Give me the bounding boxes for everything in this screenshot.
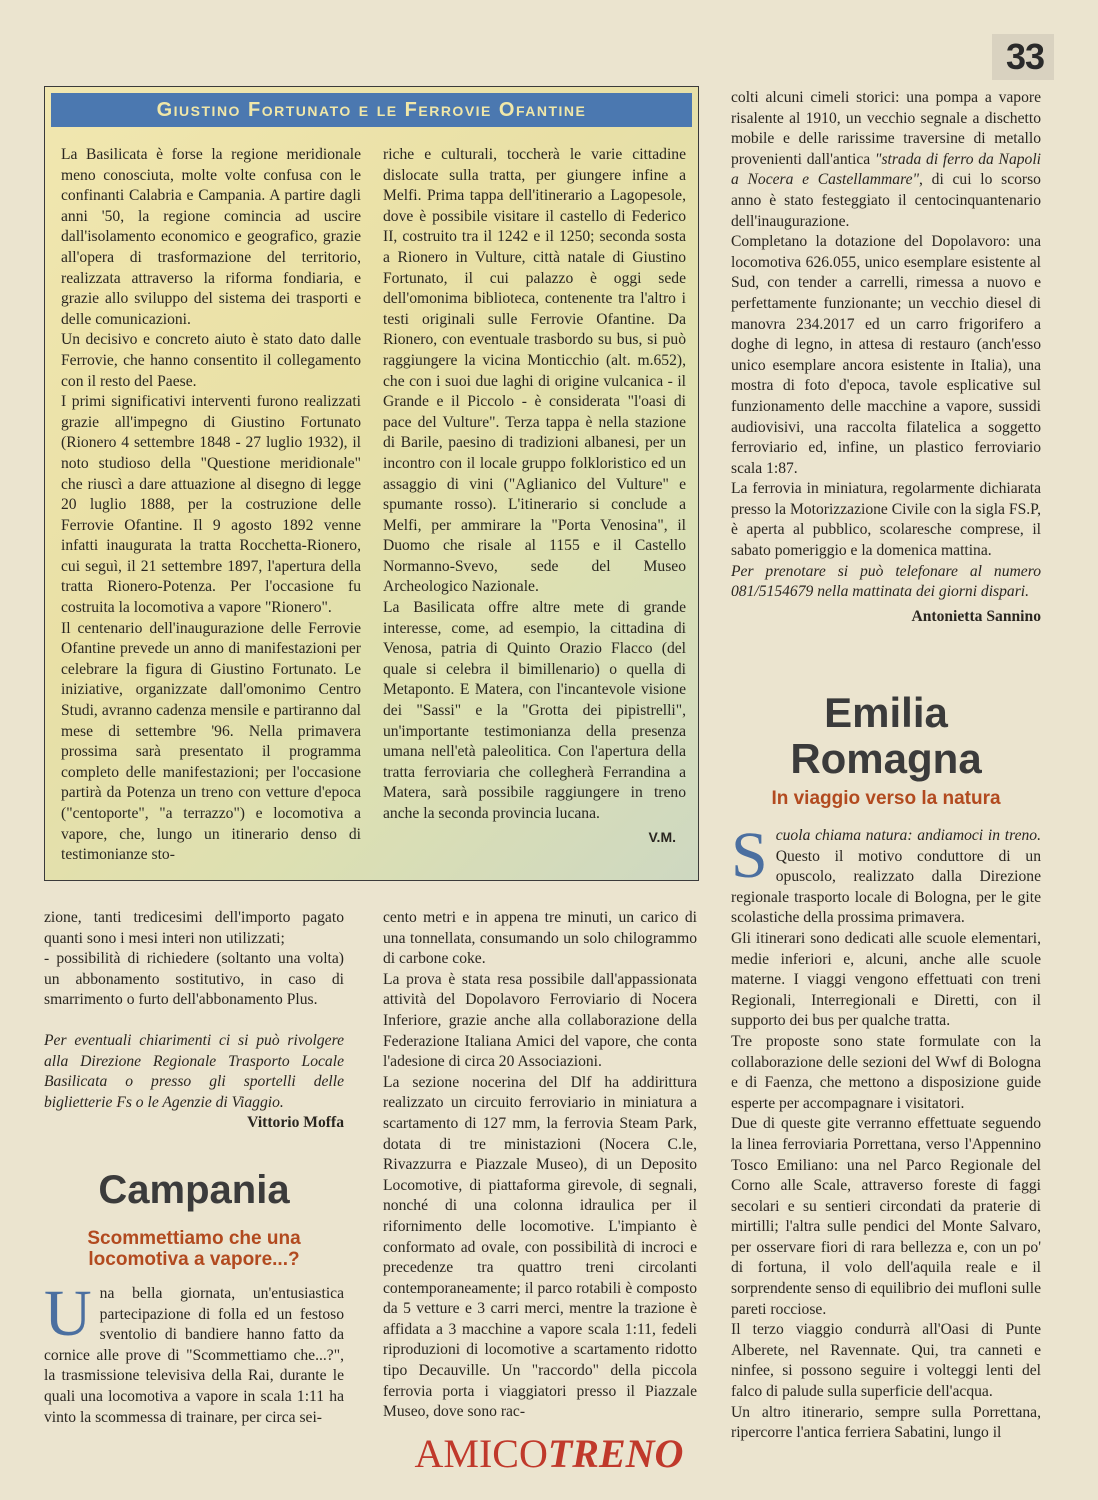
middle-column	[383, 908, 697, 1423]
paragraph	[731, 88, 1041, 232]
paragraph: La sezione nocerina del Dlf ha addirittura realizzato un circuito ferroviario in miniatura a scartamento di 127 mm, la ferrovia Steam Park, dotata di tre ministazioni (Nocera C.le, Rivazzurra e Piazzale Museo), di un Deposito Locomotive, di piattaforma girevole, di segnali, nonché di una colonna idraulica per il rifornimento delle locomotive. L'impianto è conformato ad ovale, con possibilità di incroci e precedenze tra quattro treni circolanti contemporaneamente; il parco rotabili è composto da 5 vetture e 3 carri merci, mentre la trazione è affidata a 3 macchine a vapore scala 1:11, fedeli riproduzioni di locomotive a scartamento ridotto tipo Decauville. Un "raccordo" della piccola ferrovia porta i viaggiatori presso il Piazzale Museo, dove sono rac-	[383, 1073, 697, 1421]
campania-subtitle: Scommettiamo che una locomotiva a vapore...?	[87, 1228, 301, 1270]
section-title-emilia-romagna	[731, 690, 1041, 782]
box-column-2	[383, 145, 686, 847]
paragraph: Un altro itinerario, sempre sulla Porrettana, ripercorre l'antica ferriera Sabatini, lungo il	[731, 1403, 1041, 1442]
paragraph: Tre proposte sono state formulate con la collaborazione delle sezioni del Wwf di Bologna e di Faenza, che mettono a disposizione guide esperte per accompagnare i visitatori.	[731, 1032, 1041, 1112]
magazine-masthead	[0, 1430, 1098, 1477]
paragraph: zione, tanti tredicesimi dell'importo pagato quanti sono i mesi interi non utilizzati;	[44, 909, 344, 947]
box-title: Giustino Fortunato e le Ferrovie Ofantine	[51, 93, 692, 127]
box-column-1	[61, 145, 361, 866]
title-line: Emilia	[824, 689, 948, 736]
paragraph: Gli itinerari sono dedicati alle scuole elementari, medie inferiori e, alcuni, anche alle scuole materne. I viaggi vengono effettuati con treni Regionali, Interregionali e Diretti, con il supporto dei bus per qualche tratta.	[731, 929, 1041, 1030]
right-column	[731, 88, 1041, 627]
paragraph: La prova è stata resa possibile dall'appassionata attività del Dopolavoro Ferroviario di Nocera Inferiore, grazie anche alla collaborazione della Federazione Italiana Amici del vapore, che conta l'adesione di circa 20 Associazioni.	[383, 970, 697, 1071]
paragraph: I primi significativi interventi furono realizzati grazie all'impegno di Giustino Fortunato (Rionero 4 settembre 1848 - 27 luglio 1932), il noto studioso della "Questione meridionale" che riuscì a dare attuazione al disegno di legge 20 luglio 1888, per la costruzione delle Ferrovie Ofantine. Il 9 agosto 1892 venne infatti inaugurata la tratta Rocchetta-Rionero, cui seguì, il 21 settembre 1897, l'apertura della tratta Rionero-Potenza. Per l'occasione fu costruita la locomotiva a vapore "Rionero".	[61, 393, 361, 617]
title-line: Romagna	[790, 735, 982, 782]
drop-cap: S	[731, 819, 768, 892]
emilia-subtitle: In viaggio verso la natura	[771, 788, 1001, 809]
author-signature: Vittorio Moffa	[247, 1114, 344, 1132]
italic-quote: "strada di ferro da Napoli a Nocera e Castellammare"	[731, 150, 1041, 189]
paragraph: La ferrovia in miniatura, regolarmente dichiarata presso la Motorizzazione Civile con la sigla FS.P, è aperta al pubblico, scolaresche comprese, il sabato pomeriggio e la domenica mattina.	[731, 480, 1041, 560]
text-span: colti alcuni cimeli storici: una pompa a vapore risalente al 1910, un vecchio segnale a dischetto mobile e delle rarissime traversine di metallo provenienti dall'antica	[731, 89, 1041, 168]
paragraph: Il centenario dell'inaugurazione delle Ferrovie Ofantine prevede un anno di manifestazioni per celebrare la figura di Giustino Fortunato. Le iniziative, organizzate dall'omonimo Centro Studi, avranno cadenza mensile e partiranno dal mese di settembre '96. Nella primavera prossima sarà presentato il programma completo delle manifestazioni; per l'occasione partirà da Potenza un treno con vetture d'epoca ("centoporte", "a terrazzo") e locomotiva a vapore, che, lungo un itinerario denso di testimonianze sto-	[61, 619, 361, 864]
paragraph: La Basilicata offre altre mete di grande interesse, come, ad esempio, la cittadina di Venosa, patria di Quinto Orazio Flacco (del quale si celebra il bimillenario) o quella di Metaponto. E Matera, con l'incantevole visione dei "Sassi" e la "Grotta dei pipistrelli", un'importante testimonianza della presenza umana nell'età paleolitica. Con l'apertura della tratta ferroviaria che collegherà Ferrandina a Matera, sarà possibile raggiungere in treno anche la seconda provincia lucana.	[383, 599, 686, 822]
drop-cap: U	[44, 1277, 92, 1350]
paragraph: La Basilicata è forse la regione meridionale meno conosciuta, molte volte confusa con le confinanti Calabria e Campania. A partire dagli anni '50, la regione comincia ad uscire dall'isolamento economico e geografico, grazie all'opera di trasformazione del territorio, realizzata attraverso la riforma fondiaria, e grazie allo sviluppo del sistema dei trasporti e delle comunicazioni.	[61, 146, 361, 328]
paragraph: Completano la dotazione del Dopolavoro: una locomotiva 626.055, unico esemplare esistente al Sud, con tender a carrelli, rimessa a nuovo e perfettamente funzionante; un vecchio diesel di manovra 234.2017 ed un carro frigorifero a doghe di legno, in attesa di restauro (anch'esso unico esemplare ancora esistente in Italia), una mostra di foto d'epoca, tavole esplicative sul funzionamento delle macchine a vapore, sussidi audiovisivi, una raccolta filatelica a soggetto ferroviario ed, infine, un plastico ferroviario scala 1:87.	[731, 233, 1041, 477]
page-number: 33	[992, 34, 1054, 80]
booking-note: Per prenotare si può telefonare al numero 081/5154679 nella mattinata dei giorni dispari.	[731, 562, 1041, 601]
masthead-part2: TRENO	[547, 1431, 684, 1476]
box-signature: V.M.	[648, 828, 676, 845]
campania-article	[44, 1277, 344, 1428]
contact-note: Per eventuali chiarimenti ci si può rivolgere alla Direzione Regionale Trasporto Locale Basilicata o presso gli sportelli delle biglietterie Fs o le Agenzie di Viaggio.	[44, 1031, 344, 1111]
sidebar-article-box	[44, 86, 699, 881]
masthead-part1: AMICO	[414, 1431, 548, 1476]
paragraph	[731, 819, 1041, 929]
text-span: , di cui lo scorso anno è stato festeggiato il centocinquantenario dell'inaugurazione.	[731, 171, 1041, 230]
paragraph: Un decisivo e concreto aiuto è stato dato dalle Ferrovie, che hanno consentito il collegamento con il resto del Paese.	[61, 331, 361, 390]
paragraph: riche e culturali, toccherà le varie cittadine dislocate sulla tratta, per giungere infine a Melfi. Prima tappa dell'itinerario a Lagopesole, dove è possibile visitare il castello di Federico II, costruito tra il 1242 e il 1250; seconda sosta a Rionero in Vulture, città natale di Giustino Fortunato, il cui palazzo è oggi sede dell'omonima biblioteca, contenente tra l'altro i testi originali sulle Ferrovie Ofantine. Da Rionero, con eventuale trasbordo su bus, si può raggiungere la vicina Monticchio (alt. m.652), che con i suoi due laghi di origine vulcanica - il Grande e il Piccolo - è considerata "l'oasi di pace del Vulture". Terza tappa è nella stazione di Barile, paesino di tradizioni albanesi, per un incontro con il locale gruppo folkloristico ed un assaggio di vini ("Aglianico del Vulture" e spumante rosso). L'itinerario si conclude a Melfi, per ammirare la "Porta Venosina", il Duomo che risale al 1155 e il Castello Normanno-Svevo, sede del Museo Archeologico Nazionale.	[383, 146, 686, 596]
paragraph: na bella giornata, un'entusiastica partecipazione di folla ed un festoso sventolio di bandiere hanno fatto da cornice alle prove di "Scommettiamo che...?", la trasmissione televisiva della Rai, durante le quali una locomotiva a vapore in scala 1:11 ha vinto la scommessa di trainare, per circa sei-	[44, 1285, 344, 1426]
paragraph: Due di queste gite verranno effettuate seguendo la linea ferroviaria Porrettana, verso l'Appennino Tosco Emiliano: una nel Parco Regionale del Corno alle Scale, attraverso foreste di faggi secolari e su sentieri circondati da praterie di mirtilli; l'altra sulle pendici del Monte Salvaro, per osservare fiori di rara bellezza e, con un po' di fortuna, il volo dell'aquila reale e il sorprendente senso di equilibrio dei mufloni sulle pareti rocciose.	[731, 1115, 1041, 1318]
text-span: Questo il motivo conduttore di un opuscolo, realizzato dalla Direzione regionale trasporto locale di Bologna, per le gite scolastiche della prossima primavera.	[731, 847, 1041, 927]
intro-italic: cuola chiama natura: andiamoci in treno.	[775, 827, 1041, 844]
section-title-campania: Campania	[98, 1168, 290, 1212]
paragraph: cento metri e in appena tre minuti, un carico di una tonnellata, consumando un solo chilogrammo di carbone coke.	[383, 909, 697, 968]
left-column-continuation	[44, 908, 344, 1134]
paragraph: Il terzo viaggio condurrà all'Oasi di Punte Alberete, nel Ravennate. Qui, tra canneti e ninfee, si possono seguire i volteggi lenti del falco di palude sulla superficie dell'acqua.	[731, 1321, 1041, 1401]
emilia-article	[731, 819, 1041, 1444]
paragraph: - possibilità di richiedere (soltanto una volta) un abbonamento sostitutivo, in caso di smarrimento o furto dell'abbonamento Plus.	[44, 950, 344, 1009]
author-signature: Antonietta Sannino	[911, 607, 1041, 625]
